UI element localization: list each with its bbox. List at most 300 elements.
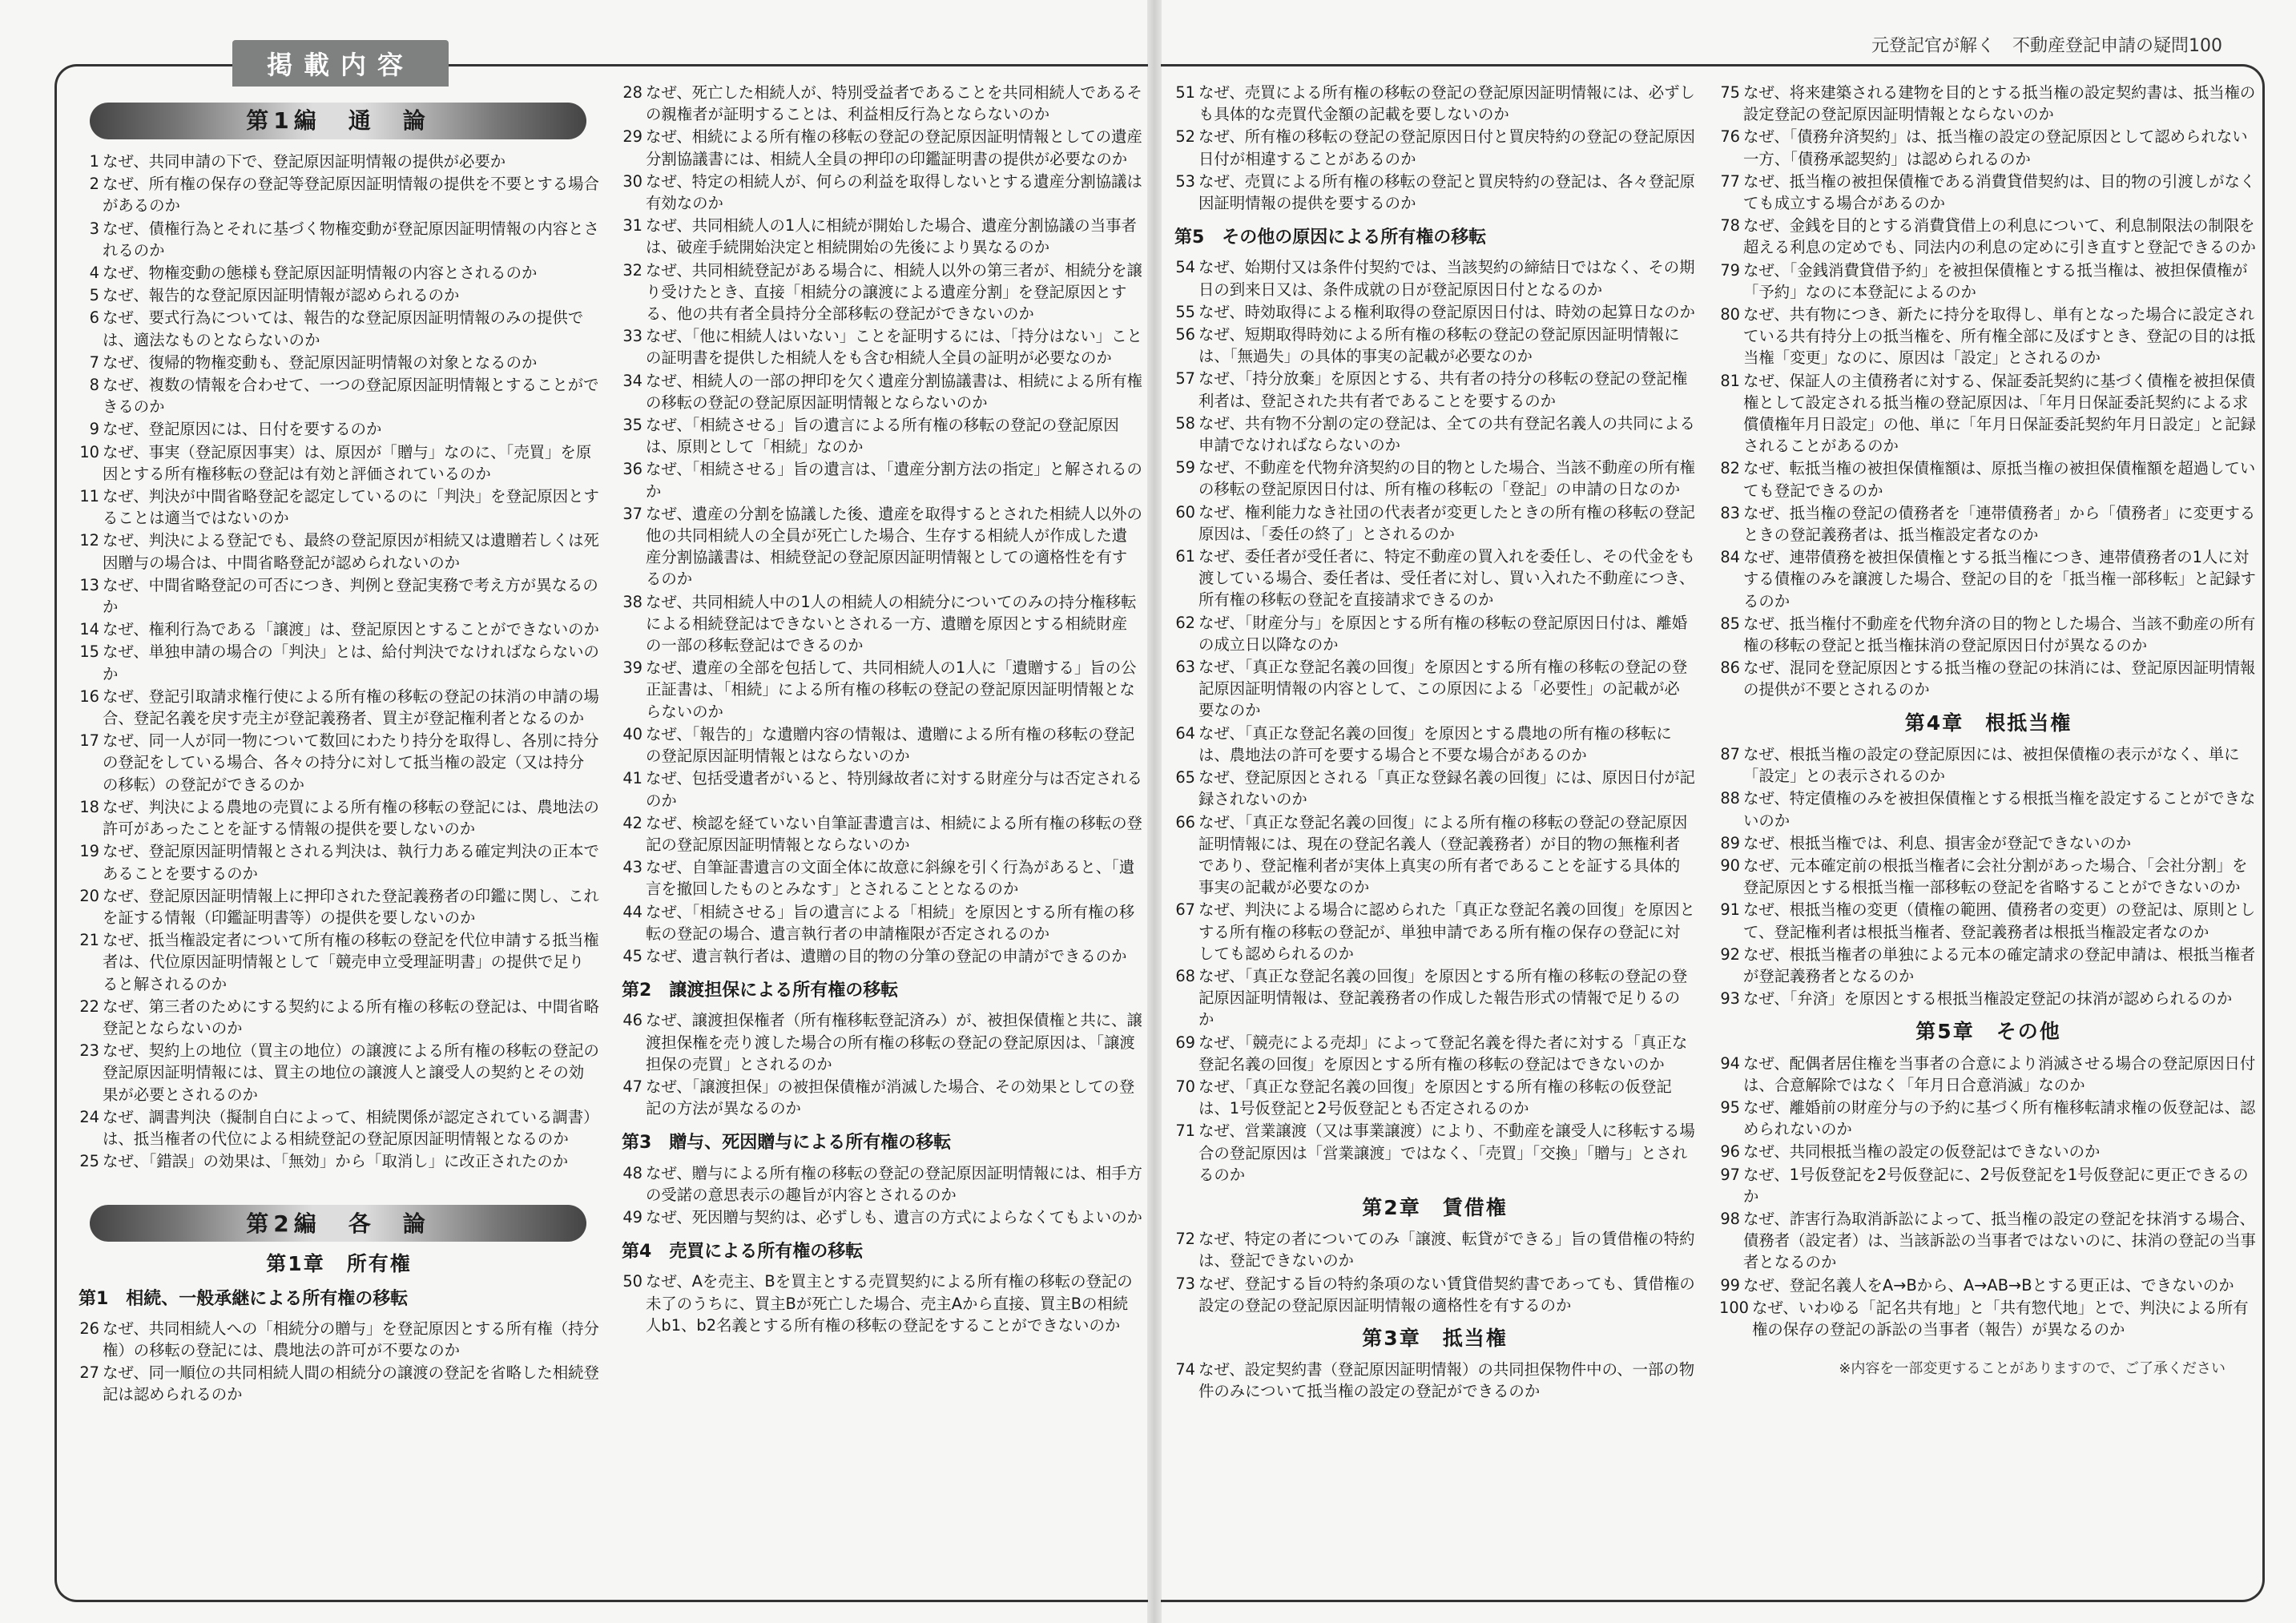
question-text: なぜ、共同申請の下で、登記原因証明情報の提供が必要か [103, 152, 506, 171]
question-text: なぜ、抵当権設定者について所有権の移転の登記を代位申請する抵当権者は、代位原因証明情報として「競売申立受理証明書」の提供で足りると解されるのか [103, 931, 599, 993]
question-number: 65 [1175, 768, 1195, 787]
section-heading: 第1 相続、一般承継による所有権の移転 [79, 1288, 409, 1309]
question-text: なぜ、設定契約書（登記原因証明情報）の共同担保物件中の、一部の物件のみについて抵当権の設定の登記ができるのか [1198, 1360, 1695, 1401]
question-number: 23 [79, 1041, 99, 1061]
question-number: 20 [79, 886, 99, 905]
question-text: なぜ、債権行為とそれに基づく物権変動が登記原因証明情報の内容とされるのか [103, 219, 599, 260]
question-text: なぜ、共同相続人中の1人の相続人の相続分についてのみの持分権移転による相続登記はできないとされる一方、遺贈を原因とする相続財産の一部の移転登記はできるのか [646, 592, 1137, 655]
question-number: 62 [1175, 613, 1195, 632]
question-item [1174, 812, 1695, 899]
question-number: 99 [1720, 1275, 1740, 1295]
question-item [1174, 612, 1695, 655]
list [1174, 1359, 1695, 1402]
question-text: なぜ、「競売による売却」によって登記名義を得た者に対する「真正な登記名義の回復」を原因とする所有権の移転の登記はできないのか [1198, 1033, 1688, 1073]
question-item [1719, 370, 2258, 457]
question-number: 78 [1720, 216, 1740, 236]
question-text: なぜ、判決による登記でも、最終の登記原因が相続又は遺贈若しくは死因贈与の場合は、中間省略登記が認められないのか [103, 531, 599, 572]
question-item [1719, 126, 2258, 169]
question-number: 56 [1175, 325, 1195, 344]
question-item [79, 173, 599, 216]
question-text: なぜ、1号仮登記を2号仮登記に、2号仮登記を1号仮登記に更正できるのか [1743, 1165, 2249, 1206]
running-title: 元登記官が解く 不動産登記申請の疑問100 [1871, 36, 2222, 56]
question-text: なぜ、金銭を目的とする消費貸借上の利息について、利息制限法の制限を超える利息の定めでも、同法内の利息の定めに引き直すと登記できるのか [1743, 216, 2256, 257]
question-item [79, 262, 599, 284]
question-number: 39 [622, 658, 642, 678]
question-text: なぜ、転抵当権の被担保債権額は、原抵当権の被担保債権額を超過していても登記できるのか [1743, 459, 2256, 500]
question-text: なぜ、売買による所有権の移転の登記と買戻特約の登記は、各々登記原因証明情報の提供を要するのか [1198, 171, 1695, 213]
question-item [1719, 1164, 2258, 1207]
question-number: 9 [89, 420, 99, 439]
question-item [79, 1040, 599, 1105]
question-number: 90 [1720, 856, 1740, 875]
question-item [1174, 1228, 1695, 1271]
question-text: なぜ、同一順位の共同相続人間の相続分の譲渡の登記を省略した相続登記は認められるのか [103, 1363, 599, 1404]
question-item [622, 1271, 1142, 1336]
question-number: 25 [79, 1152, 99, 1171]
question-number: 17 [79, 731, 99, 751]
question-item [1174, 767, 1695, 810]
question-item [622, 657, 1142, 723]
question-text: なぜ、登記引取請求権行使による所有権の移転の登記の抹消の申請の場合、登記名義を戻す売主が登記義務者、買主が登記権利者となるのか [103, 687, 599, 728]
question-number: 43 [622, 858, 642, 877]
question-number: 36 [622, 460, 642, 479]
list [1719, 1053, 2258, 1341]
question-text: なぜ、根抵当権の設定の登記原因には、被担保債権の表示がなく、単に「設定」との表示されるのか [1743, 744, 2240, 786]
question-number: 81 [1720, 371, 1740, 390]
question-number: 72 [1175, 1230, 1195, 1249]
question-number: 87 [1720, 744, 1740, 763]
question-number: 38 [622, 592, 642, 611]
question-text: なぜ、登記原因には、日付を要するのか [103, 420, 382, 439]
question-number: 40 [622, 724, 642, 743]
question-number: 91 [1720, 900, 1740, 920]
question-text: なぜ、中間省略登記の可否につき、判例と登記実務で考え方が異なるのか [103, 575, 598, 617]
question-number: 46 [622, 1011, 642, 1030]
question-item [1174, 171, 1695, 214]
question-item [79, 840, 599, 884]
column-2 [622, 82, 1142, 1337]
question-item [622, 503, 1142, 590]
question-number: 63 [1175, 658, 1195, 677]
question-number: 100 [1719, 1298, 1750, 1317]
question-item [1174, 324, 1695, 367]
question-item [1719, 304, 2258, 369]
question-item [79, 730, 599, 795]
question-item [1719, 82, 2258, 125]
list [622, 1009, 1142, 1119]
question-text: なぜ、時効取得による権利取得の登記原因日付は、時効の起算日なのか [1198, 302, 1695, 321]
question-text: なぜ、所有権の保存の登記等登記原因証明情報の提供を不要とする場合があるのか [103, 175, 599, 215]
question-text: なぜ、詐害行為取消訴訟によって、抵当権の設定の登記を抹消する場合、債務者（設定者）は、当該訴訟の当事者ではないのに、抹消の登記の当事者となるのか [1743, 1209, 2256, 1272]
question-text: なぜ、譲渡担保権者（所有権移転登記済み）が、被担保債権と共に、譲渡担保権を売り渡した場合の所有権の移転の登記の登記原因は、「譲渡担保の売買」とされるのか [646, 1011, 1142, 1073]
question-number: 85 [1720, 614, 1740, 633]
question-text: なぜ、「金銭消費貸借予約」を被担保債権とする抵当権は、被担保債権が「予約」なのに本登記によるのか [1743, 260, 2248, 301]
list [1174, 82, 1695, 214]
question-item [79, 1150, 599, 1172]
question-text: なぜ、複数の情報を合わせて、一つの登記原因証明情報とすることができるのか [103, 376, 599, 417]
question-text: なぜ、契約上の地位（買主の地位）の譲渡による所有権の移転の登記の登記原因証明情報には、買主の地位の譲渡人と譲受人の契約とその効果が必要とされるのか [103, 1041, 599, 1104]
section-heading: 第4 売買による所有権の移転 [622, 1242, 864, 1263]
question-number: 41 [622, 769, 642, 788]
question-text: なぜ、配偶者居住権を当事者の合意により消滅させる場合の登記原因日付は、合意解除ではなく「年月日合意消滅」なのか [1743, 1053, 2256, 1094]
question-item [79, 485, 599, 529]
question-text: なぜ、物権変動の態様も登記原因証明情報の内容とされるのか [103, 264, 538, 283]
question-text: なぜ、所有権の移転の登記の登記原因日付と買戻特約の登記の登記原因日付が相違することがあるのか [1198, 127, 1695, 168]
question-number: 19 [79, 842, 99, 861]
question-item [1719, 502, 2258, 546]
question-item [79, 641, 599, 684]
question-text: なぜ、「錯誤」の効果は、「無効」から「取消し」に改正されたのか [103, 1152, 569, 1171]
question-number: 70 [1175, 1077, 1195, 1096]
question-item [1174, 1273, 1695, 1316]
question-text: なぜ、「真正な登記名義の回復」を原因とする所有権の移転の仮登記は、1号仮登記と2号仮登記とも否定されるのか [1198, 1077, 1672, 1118]
question-item [1174, 1032, 1695, 1075]
list [622, 1162, 1142, 1229]
question-text: なぜ、抵当権の被担保債権である消費貸借契約は、目的物の引渡しがなくても成立する場合があるのか [1743, 171, 2256, 213]
question-number: 18 [79, 797, 99, 816]
question-text: なぜ、同一人が同一物について数回にわたり持分を取得し、各別に持分の登記をしている場合、各々の持分に対して抵当権の設定（又は持分の移転）の登記ができるのか [103, 731, 599, 794]
question-item [622, 812, 1142, 856]
question-text: なぜ、共有物につき、新たに持分を取得し、単有となった場合に設定されている共有持分上の抵当権を、所有権全部に及ぼすとき、登記の目的は抵当権「変更」なのに、原因は「設定」とされるのか [1743, 305, 2256, 368]
question-text: なぜ、「真正な登記名義の回復」を原因とする農地の所有権の移転には、農地法の許可を要する場合と不要な場合があるのか [1198, 723, 1672, 764]
question-number: 58 [1175, 413, 1195, 433]
question-item [1174, 656, 1695, 722]
question-number: 80 [1720, 305, 1740, 324]
question-text: なぜ、特定の相続人が、何らの利益を取得しないとする遺産分割協議は有効なのか [646, 171, 1142, 213]
question-item [1719, 657, 2258, 700]
question-text: なぜ、相続人の一部の押印を欠く遺産分割協議書は、相続による所有権の移転の登記の登記原因証明情報とならないのか [646, 371, 1142, 412]
question-text: なぜ、検認を経ていない自筆証書遺言は、相続による所有権の移転の登記の登記原因証明情報とならないのか [646, 813, 1142, 854]
question-text: なぜ、遺言執行者は、遺贈の目的物の分筆の登記の申請ができるのか [646, 946, 1127, 965]
question-item [1719, 988, 2258, 1009]
question-item [1719, 1275, 2258, 1296]
question-item [1719, 1297, 2258, 1340]
question-number: 22 [79, 997, 99, 1016]
question-number: 66 [1175, 812, 1195, 832]
question-number: 53 [1175, 171, 1195, 191]
question-number: 14 [79, 620, 99, 639]
question-item [622, 1076, 1142, 1119]
question-number: 33 [622, 327, 642, 346]
question-item [622, 767, 1142, 811]
question-item [1174, 368, 1695, 411]
question-item [622, 82, 1142, 125]
question-text: なぜ、遺産の分割を協議した後、遺産を取得するとされた相続人以外の他の共同相続人の全員が死亡した場合、生存する相続人が作成した遺産分割協議書は、相続登記の登記原因証明情報としての適格性を有するのか [646, 504, 1142, 589]
question-text: なぜ、「譲渡担保」の被担保債権が消滅した場合、その効果としての登記の方法が異なるのか [646, 1077, 1135, 1118]
question-number: 8 [89, 376, 99, 395]
question-text: なぜ、贈与による所有権の移転の登記の登記原因証明情報には、相手方の受諾の意思表示の趣旨が内容とされるのか [646, 1163, 1142, 1204]
question-number: 10 [79, 442, 99, 461]
question-text: なぜ、権利行為である「譲渡」は、登記原因とすることができないのか [103, 620, 599, 639]
question-text: なぜ、Aを売主、Bを買主とする売買契約による所有権の移転の登記の未了のうちに、買主Bが死亡した場合、売主Aから直接、買主Bの相続人b1、b2名義とする所有権の移転の登記をすることができないのか [646, 1272, 1133, 1335]
question-number: 26 [79, 1319, 99, 1338]
question-item [79, 307, 599, 350]
question-item [79, 352, 599, 373]
question-item [1174, 413, 1695, 456]
question-item [1719, 832, 2258, 854]
question-item [1174, 457, 1695, 500]
question-text: なぜ、登記する旨の特約条項のない賃貸借契約書であっても、賃借権の設定の登記の登記原因証明情報の適格性を有するのか [1198, 1274, 1695, 1315]
question-number: 73 [1175, 1274, 1195, 1293]
question-item [79, 796, 599, 840]
question-number: 96 [1720, 1142, 1740, 1162]
question-text: なぜ、死因贈与契約は、必ずしも、遺言の方式によらなくてもよいのか [646, 1207, 1142, 1226]
question-text: なぜ、死亡した相続人が、特別受益者であることを共同相続人であるその親権者が証明することは、利益相反行為とならないのか [646, 83, 1142, 124]
question-text: なぜ、将来建築される建物を目的とする抵当権の設定契約書は、抵当権の設定登記の登記原因証明情報とならないのか [1743, 83, 2256, 124]
question-number: 49 [622, 1207, 642, 1226]
question-item [1719, 457, 2258, 501]
question-text: なぜ、「相続させる」旨の遺言は、「遺産分割方法の指定」と解されるのか [646, 460, 1142, 501]
chapter-heading: 第3章 抵当権 [1362, 1326, 1508, 1350]
question-item [622, 1009, 1142, 1075]
question-number: 15 [79, 642, 99, 662]
question-number: 94 [1720, 1053, 1740, 1073]
question-number: 31 [622, 216, 642, 236]
question-item [79, 1318, 599, 1361]
question-item [79, 218, 599, 261]
question-number: 55 [1175, 302, 1195, 321]
question-text: なぜ、抵当権付不動産を代物弁済の目的物とした場合、当該不動産の所有権の移転の登記と抵当権抹消の登記原因日付が異なるのか [1743, 614, 2256, 655]
question-item [1174, 546, 1695, 611]
question-item [79, 574, 599, 618]
question-text: なぜ、登記原因とされる「真正な登録名義の回復」には、原因日付が記録されないのか [1198, 768, 1695, 809]
question-number: 42 [622, 813, 642, 832]
question-number: 83 [1720, 503, 1740, 522]
contents-tab: 掲載内容 [232, 40, 449, 87]
question-text: なぜ、根抵当権者の単独による元本の確定請求の登記申請は、根抵当権者が登記義務者となるのか [1743, 944, 2256, 985]
question-number: 74 [1175, 1360, 1195, 1379]
part2-banner: 第2編 各 論 [90, 1205, 586, 1242]
question-number: 30 [622, 171, 642, 191]
section-heading: 第5 その他の原因による所有権の移転 [1174, 228, 1487, 248]
question-number: 59 [1175, 458, 1195, 477]
question-item [79, 929, 599, 995]
question-item [1719, 1208, 2258, 1274]
question-number: 61 [1175, 547, 1195, 566]
question-text: なぜ、要式行為については、報告的な登記原因証明情報のみの提供では、適法なものとならないのか [103, 308, 584, 349]
question-item [1174, 1120, 1695, 1186]
question-number: 34 [622, 371, 642, 390]
question-number: 11 [79, 487, 99, 506]
question-text: なぜ、抵当権の登記の債務者を「連帯債務者」から「債務者」に変更するときの登記義務者は、抵当権設定者なのか [1743, 503, 2256, 545]
question-number: 84 [1720, 548, 1740, 567]
chapter-heading: 第5章 その他 [1915, 1020, 2061, 1044]
question-item [79, 374, 599, 417]
question-number: 54 [1175, 258, 1195, 277]
question-item [79, 996, 599, 1039]
question-text: なぜ、いわゆる「記名共有地」と「共有惣代地」とで、判決による所有権の保存の登記の訴訟の当事者（報告）が異なるのか [1752, 1298, 2249, 1339]
question-text: なぜ、判決が中間省略登記を認定しているのに「判決」を登記原因とすることは適当ではないのか [103, 487, 599, 528]
question-item [1719, 215, 2258, 258]
question-text: なぜ、短期取得時効による所有権の移転の登記の登記原因証明情報には、「無過失」の具体的事実の記載が必要なのか [1198, 325, 1680, 366]
question-text: なぜ、「真正な登記名義の回復」による所有権の移転の登記の登記原因証明情報には、現在の登記名義人（登記義務者）が目的物の無権利者であり、登記権利者が実体上真実の所有者であることを証する具体的事実の記載が必要なのか [1198, 812, 1688, 897]
question-text: なぜ、第三者のためにする契約による所有権の移転の登記は、中間省略登記とならないのか [103, 997, 599, 1037]
question-item [622, 325, 1142, 368]
question-number: 76 [1720, 127, 1740, 147]
question-item [79, 686, 599, 729]
question-number: 75 [1720, 83, 1740, 102]
question-item [622, 1162, 1142, 1206]
question-item [622, 126, 1142, 169]
question-item [1174, 301, 1695, 323]
question-text: なぜ、共同根抵当権の設定の仮登記はできないのか [1743, 1142, 2101, 1162]
question-text: なぜ、「報告的」な遺贈内容の情報は、遺贈による所有権の移転の登記の登記原因証明情報とはならないのか [646, 724, 1135, 766]
question-text: なぜ、自筆証書遺言の文面全体に故意に斜線を引く行為があると、「遺言を撤回したものとみなす」とされることとなるのか [646, 858, 1135, 899]
question-number: 3 [89, 219, 99, 238]
list [1174, 1228, 1695, 1316]
question-item [79, 530, 599, 573]
question-number: 47 [622, 1077, 642, 1096]
question-text: なぜ、共同相続登記がある場合に、相続人以外の第三者が、相続分を譲り受けたとき、直接「相続分の譲渡による遺産分割」を登記原因とする、他の共有者全員持分全部移転の登記ができないのか [646, 260, 1142, 324]
question-text: なぜ、単独申請の場合の「判決」とは、給付判決でなければならないのか [103, 642, 599, 683]
question-item [622, 901, 1142, 944]
question-item [79, 441, 599, 485]
question-text: なぜ、判決による場合に認められた「真正な登記名義の回復」を原因とする所有権の移転の登記が、単独申請である所有権の保存の登記に対しても認められるのか [1198, 900, 1695, 963]
question-text: なぜ、元本確定前の根抵当権者に会社分割があった場合、「会社分割」を登記原因とする根抵当権一部移転の登記を省略することができないのか [1743, 856, 2248, 897]
question-text: なぜ、調書判決（擬制自白によって、相続関係が認定されている調書）は、抵当権者の代位による相続登記の登記原因証明情報となるのか [103, 1107, 599, 1148]
question-text: なぜ、営業譲渡（又は事業譲渡）により、不動産を譲受人に移転する場合の登記原因は「営業譲渡」ではなく、「売買」「交換」「贈与」とされるのか [1198, 1122, 1695, 1184]
question-text: なぜ、「弁済」を原因とする根抵当権設定登記の抹消が認められるのか [1743, 989, 2233, 1009]
question-item [1719, 1141, 2258, 1162]
question-text: なぜ、復帰的物権変動も、登記原因証明情報の対象となるのか [103, 352, 538, 372]
question-text: なぜ、相続による所有権の移転の登記の登記原因証明情報としての遺産分割協議書には、相続人全員の押印の印鑑証明書の提供が必要なのか [646, 127, 1142, 168]
question-number: 95 [1720, 1097, 1740, 1117]
question-number: 98 [1720, 1209, 1740, 1228]
question-number: 5 [89, 286, 99, 305]
question-number: 12 [79, 531, 99, 550]
question-item [79, 1362, 599, 1405]
chapter-heading: 第4章 根抵当権 [1904, 711, 2072, 735]
question-item [1174, 1359, 1695, 1402]
question-item [1719, 546, 2258, 612]
question-item [622, 723, 1142, 767]
question-text: なぜ、事実（登記原因事実）は、原因が「贈与」なのに、「売買」を原因とする所有権移転の登記は有効と評価されているのか [103, 442, 592, 483]
question-item [1174, 723, 1695, 766]
list [1719, 743, 2258, 1009]
question-text: なぜ、登記原因証明情報とされる判決は、執行力ある確定判決の正本であることを要するのか [103, 842, 599, 883]
question-number: 44 [622, 902, 642, 921]
question-number: 57 [1175, 369, 1195, 389]
question-text: なぜ、売買による所有権の移転の登記の登記原因証明情報には、必ずしも具体的な売買代金額の記載を要しないのか [1198, 83, 1695, 124]
question-number: 28 [622, 83, 642, 102]
list [1719, 82, 2258, 701]
question-text: なぜ、連帯債務を被担保債権とする抵当権につき、連帯債務者の1人に対する債権のみを譲渡した場合、登記の目的を「抵当権一部移転」と記録するのか [1743, 548, 2256, 610]
question-item [1719, 787, 2258, 831]
question-item [1174, 965, 1695, 1031]
question-item [79, 618, 599, 640]
question-number: 48 [622, 1163, 642, 1182]
question-number: 29 [622, 127, 642, 147]
question-number: 51 [1175, 83, 1195, 102]
question-number: 79 [1720, 260, 1740, 280]
question-number: 93 [1720, 989, 1740, 1009]
question-number: 32 [622, 260, 642, 280]
question-item [1174, 501, 1695, 545]
question-item [622, 856, 1142, 900]
question-number: 77 [1720, 171, 1740, 191]
column-3 [1174, 82, 1695, 1404]
question-item [1174, 256, 1695, 300]
question-item [1719, 171, 2258, 214]
book-spine [1147, 0, 1162, 1623]
footnote: ※内容を一部変更することがありますので、ご了承ください [1839, 1360, 2226, 1378]
question-text: なぜ、「真正な登記名義の回復」を原因とする所有権の移転の登記の登記原因証明情報の内容として、この原因による「必要性」の記載が必要なのか [1198, 658, 1688, 720]
question-text: なぜ、遺産の全部を包括して、共同相続人の1人に「遺贈する」旨の公正証書は、「相続」による所有権の移転の登記の登記原因証明情報とならないのか [646, 658, 1137, 721]
question-number: 27 [79, 1363, 99, 1383]
question-item [1719, 944, 2258, 987]
question-text: なぜ、始期付又は条件付契約では、当該契約の締結日ではなく、その期日の到来日又は、条件成就の日が登記原因日付となるのか [1198, 258, 1695, 299]
question-item [622, 414, 1142, 457]
question-item [79, 151, 599, 172]
question-number: 69 [1175, 1033, 1195, 1052]
question-number: 45 [622, 946, 642, 965]
question-text: なぜ、根抵当権では、利息、損害金が登記できないのか [1743, 833, 2132, 852]
question-item [622, 1206, 1142, 1228]
question-number: 13 [79, 575, 99, 594]
question-item [622, 215, 1142, 258]
question-number: 2 [89, 175, 99, 194]
question-item [79, 1106, 599, 1150]
question-item [622, 171, 1142, 214]
question-number: 52 [1175, 127, 1195, 147]
question-number: 50 [622, 1272, 642, 1291]
question-text: なぜ、判決による農地の売買による所有権の移転の登記には、農地法の許可があったことを証する情報の提供を要しないのか [103, 797, 599, 839]
question-number: 6 [89, 308, 99, 328]
question-item [1719, 855, 2258, 898]
question-text: なぜ、「相続させる」旨の遺言による「相続」を原因とする所有権の移転の登記の場合、遺言執行者の申請権限が否定されるのか [646, 902, 1135, 943]
question-item [1719, 1097, 2258, 1140]
question-number: 16 [79, 687, 99, 706]
question-item [79, 418, 599, 440]
part1-banner: 第1編 通 論 [90, 103, 586, 139]
question-item [1174, 899, 1695, 965]
question-number: 82 [1720, 459, 1740, 478]
question-number: 35 [622, 416, 642, 435]
question-text: なぜ、「真正な登記名義の回復」を原因とする所有権の移転の登記の登記原因証明情報は、登記義務者の作成した報告形式の情報で足りるのか [1198, 966, 1688, 1029]
question-number: 21 [79, 931, 99, 950]
question-text: なぜ、特定の者についてのみ「譲渡、転貸ができる」旨の賃借権の特約は、登記できないのか [1198, 1230, 1695, 1271]
question-number: 4 [89, 264, 99, 283]
question-number: 68 [1175, 966, 1195, 985]
question-item [1174, 82, 1695, 125]
question-text: なぜ、登記名義人をA→Bから、A→AB→Bとする更正は、できないのか [1743, 1275, 2234, 1295]
question-text: なぜ、「持分放棄」を原因とする、共有者の持分の移転の登記の登記権利者は、登記された共有者であることを要するのか [1198, 369, 1688, 410]
question-item [622, 370, 1142, 413]
question-text: なぜ、混同を登記原因とする抵当権の登記の抹消には、登記原因証明情報の提供が不要とされるのか [1743, 658, 2256, 699]
question-item [622, 591, 1142, 657]
list [622, 1271, 1142, 1336]
question-text: なぜ、共有物不分割の定の登記は、全ての共有登記名義人の共同による申請でなければならないのか [1198, 413, 1695, 455]
question-text: なぜ、「財産分与」を原因とする所有権の移転の登記原因日付は、離婚の成立日以降なのか [1198, 613, 1688, 654]
list [1174, 256, 1695, 1186]
question-number: 67 [1175, 900, 1195, 920]
question-item [622, 945, 1142, 967]
question-number: 88 [1720, 789, 1740, 808]
question-text: なぜ、「他に相続人はいない」ことを証明するには、「持分はない」ことの証明書を提供した相続人をも含む相続人全員の証明が必要なのか [646, 327, 1142, 368]
question-item [1719, 613, 2258, 656]
question-number: 64 [1175, 723, 1195, 743]
question-text: なぜ、「債務弁済契約」は、抵当権の設定の登記原因として認められない一方、「債務承認契約」は認められるのか [1743, 127, 2248, 168]
question-item [1719, 899, 2258, 942]
list [622, 82, 1142, 967]
question-number: 1 [89, 152, 99, 171]
section-heading: 第3 贈与、死因贈与による所有権の移転 [622, 1133, 952, 1154]
question-text: なぜ、根抵当権の変更（債権の範囲、債務者の変更）の登記は、原則として、登記権利者は根抵当権者、登記義務者は根抵当権設定者なのか [1743, 900, 2256, 941]
question-text: なぜ、不動産を代物弁済契約の目的物とした場合、当該不動産の所有権の移転の登記原因日付は、所有権の移転の「登記」の申請の日なのか [1198, 458, 1695, 499]
question-number: 71 [1175, 1122, 1195, 1141]
list [79, 1318, 599, 1406]
question-text: なぜ、報告的な登記原因証明情報が認められるのか [103, 286, 460, 305]
